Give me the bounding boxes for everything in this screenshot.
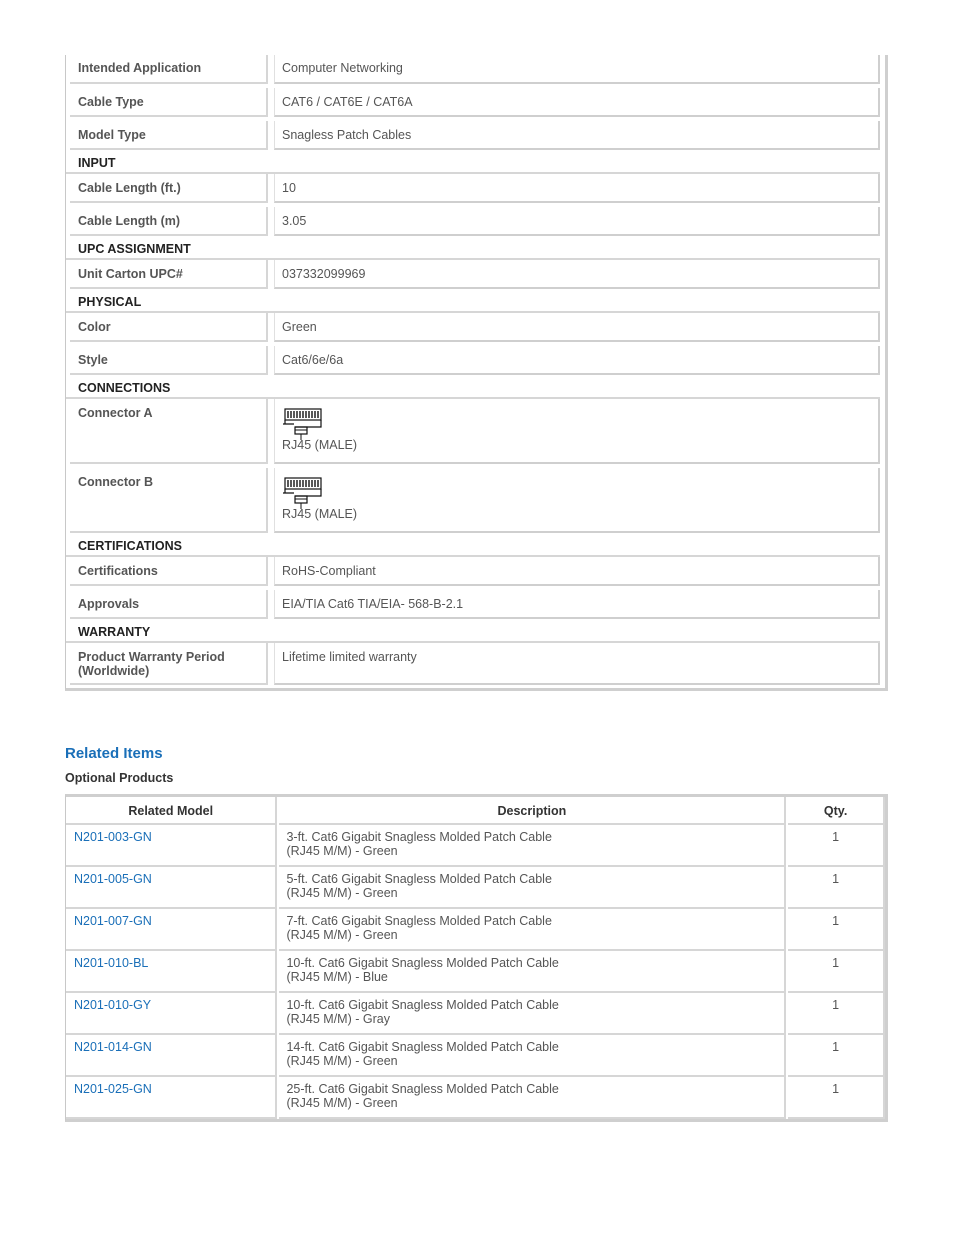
spec-row-cable-type <box>66 84 885 117</box>
section-heading-connections: CONNECTIONS <box>66 375 880 399</box>
section-heading-warranty: WARRANTY <box>66 619 880 643</box>
qty-cell: 1 <box>788 1035 885 1077</box>
description-cell <box>279 993 786 1035</box>
description-cell <box>279 867 786 909</box>
description-cell <box>279 825 786 867</box>
description-line-2: (RJ45 M/M) - Green <box>286 1054 398 1068</box>
qty-cell: 1 <box>788 867 885 909</box>
description-line-1: 3-ft. Cat6 Gigabit Snagless Molded Patch Cable <box>286 830 552 844</box>
spec-row-warranty-period <box>66 643 885 685</box>
spec-value: Snagless Patch Cables <box>274 121 880 150</box>
description-line-1: 25-ft. Cat6 Gigabit Snagless Molded Patch Cable <box>286 1082 559 1096</box>
spec-label: Cable Length (ft.) <box>70 174 268 203</box>
section-heading-input: INPUT <box>66 150 880 174</box>
related-model-link[interactable]: N201-005-GN <box>66 867 277 909</box>
spec-value: CAT6 / CAT6E / CAT6A <box>274 88 880 117</box>
optional-products-subheading: Optional Products <box>65 771 174 785</box>
spec-label: Cable Length (m) <box>70 207 268 236</box>
spec-label: Color <box>70 313 268 342</box>
spec-row-certifications <box>66 557 885 586</box>
description-line-1: 10-ft. Cat6 Gigabit Snagless Molded Patch Cable <box>286 956 559 970</box>
qty-cell: 1 <box>788 909 885 951</box>
table-row <box>66 1035 885 1077</box>
description-line-2: (RJ45 M/M) - Green <box>286 886 398 900</box>
spec-value-connector <box>274 399 880 464</box>
connector-b-type: RJ45 (MALE) <box>282 507 358 521</box>
spec-row-model-type <box>66 117 885 150</box>
table-row <box>66 825 885 867</box>
description-line-2: (RJ45 M/M) - Blue <box>286 970 388 984</box>
rj45-connector-icon <box>282 477 324 511</box>
table-row <box>66 909 885 951</box>
rj45-connector-icon <box>282 408 324 442</box>
qty-cell: 1 <box>788 993 885 1035</box>
spec-row-style <box>66 342 885 375</box>
spec-value: RoHS-Compliant <box>274 557 880 586</box>
description-cell <box>279 1077 786 1119</box>
table-row <box>66 1077 885 1119</box>
spec-value: 10 <box>274 174 880 203</box>
connector-a-type: RJ45 (MALE) <box>282 438 358 452</box>
spec-value-connector <box>274 468 880 533</box>
spec-row-cable-length-m <box>66 203 885 236</box>
related-model-link[interactable]: N201-010-BL <box>66 951 277 993</box>
qty-cell: 1 <box>788 825 885 867</box>
section-heading-upc: UPC ASSIGNMENT <box>66 236 880 260</box>
spec-label: Model Type <box>70 121 268 150</box>
section-heading-physical: PHYSICAL <box>66 289 880 313</box>
spec-value: 037332099969 <box>274 260 880 289</box>
related-items-heading: Related Items <box>65 745 163 762</box>
table-body <box>66 825 885 1119</box>
description-cell <box>279 951 786 993</box>
description-line-1: 5-ft. Cat6 Gigabit Snagless Molded Patch Cable <box>286 872 552 886</box>
description-line-1: 7-ft. Cat6 Gigabit Snagless Molded Patch Cable <box>286 914 552 928</box>
spec-label: Style <box>70 346 268 375</box>
spec-value: Computer Networking <box>274 55 880 84</box>
spec-label: Connector B <box>70 468 268 533</box>
column-header-model: Related Model <box>66 797 277 825</box>
spec-row-approvals <box>66 586 885 619</box>
related-model-link[interactable]: N201-025-GN <box>66 1077 277 1119</box>
spec-value: Lifetime limited warranty <box>274 643 880 685</box>
related-model-link[interactable]: N201-003-GN <box>66 825 277 867</box>
related-model-link[interactable]: N201-007-GN <box>66 909 277 951</box>
description-cell <box>279 909 786 951</box>
description-line-2: (RJ45 M/M) - Gray <box>286 1012 390 1026</box>
specifications-table <box>65 55 888 691</box>
section-heading-certifications: CERTIFICATIONS <box>66 533 880 557</box>
spec-row-color <box>66 313 885 342</box>
spec-label: Approvals <box>70 590 268 619</box>
spec-value: 3.05 <box>274 207 880 236</box>
description-line-2: (RJ45 M/M) - Green <box>286 1096 398 1110</box>
spec-row-intended-application <box>66 55 885 84</box>
column-header-description: Description <box>279 797 786 825</box>
spec-label: Certifications <box>70 557 268 586</box>
column-header-qty: Qty. <box>788 797 885 825</box>
related-model-link[interactable]: N201-014-GN <box>66 1035 277 1077</box>
description-line-1: 10-ft. Cat6 Gigabit Snagless Molded Patch Cable <box>286 998 559 1012</box>
spec-row-connector-a <box>66 399 885 464</box>
table-header-row <box>66 797 885 825</box>
spec-row-connector-b <box>66 464 885 533</box>
qty-cell: 1 <box>788 1077 885 1119</box>
table-row <box>66 867 885 909</box>
description-line-2: (RJ45 M/M) - Green <box>286 844 398 858</box>
spec-label: Product Warranty Period (Worldwide) <box>70 643 268 685</box>
table-row <box>66 951 885 993</box>
spec-row-cable-length-ft <box>66 174 885 203</box>
spec-label: Connector A <box>70 399 268 464</box>
spec-value: EIA/TIA Cat6 TIA/EIA- 568-B-2.1 <box>274 590 880 619</box>
description-cell <box>279 1035 786 1077</box>
spec-label: Intended Application <box>70 55 268 84</box>
spec-value: Green <box>274 313 880 342</box>
description-line-2: (RJ45 M/M) - Green <box>286 928 398 942</box>
spec-value: Cat6/6e/6a <box>274 346 880 375</box>
related-model-link[interactable]: N201-010-GY <box>66 993 277 1035</box>
related-products-table <box>65 794 888 1122</box>
spec-row-unit-carton-upc <box>66 260 885 289</box>
description-line-1: 14-ft. Cat6 Gigabit Snagless Molded Patch Cable <box>286 1040 559 1054</box>
spec-label: Cable Type <box>70 88 268 117</box>
table-row <box>66 993 885 1035</box>
qty-cell: 1 <box>788 951 885 993</box>
spec-label: Unit Carton UPC# <box>70 260 268 289</box>
